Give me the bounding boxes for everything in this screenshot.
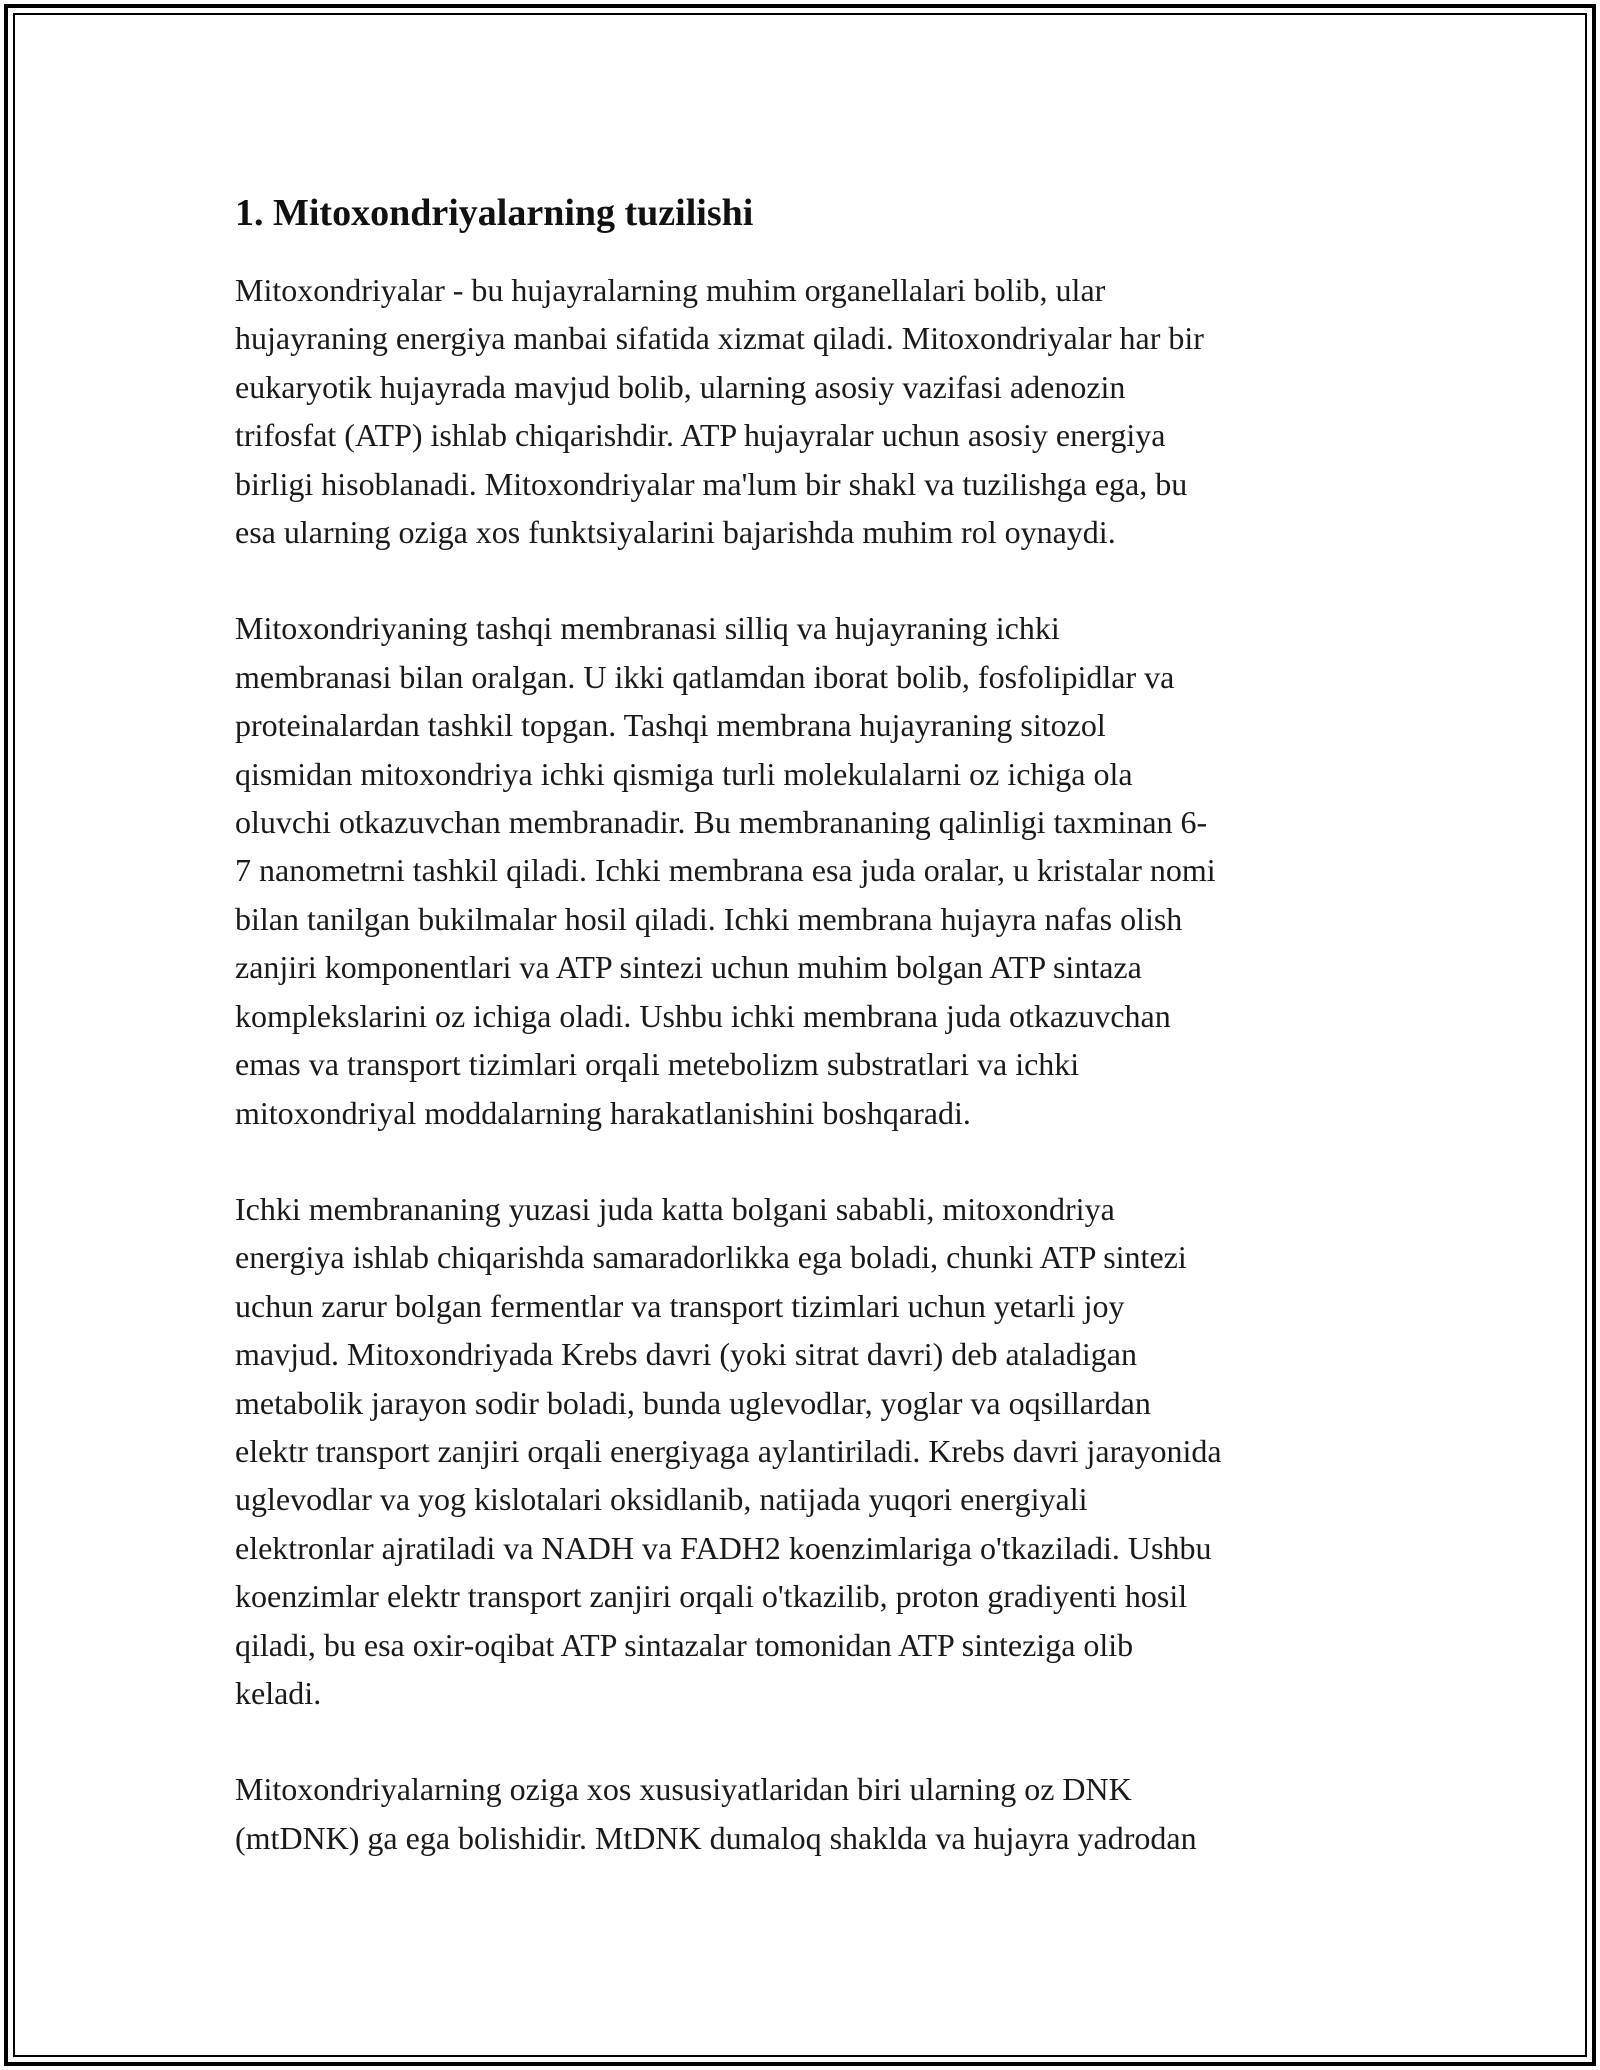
text-line: qiladi, bu esa oxir-oqibat ATP sintazalar tomonidan ATP sinteziga olib [235, 1626, 1134, 1663]
text-line: esa ularning oziga xos funktsiyalarini bajarishda muhim rol oynaydi. [235, 514, 1116, 551]
text-line: metabolik jarayon sodir boladi, bunda uglevodlar, yoglar va oqsillardan [235, 1384, 1151, 1421]
paragraph-1 [235, 266, 1375, 556]
text-line: uglevodlar va yog kislotalari oksidlanib, natijada yuqori energiyali [235, 1481, 1088, 1518]
text-line: uchun zarur bolgan fermentlar va transport tizimlari uchun yetarli joy [235, 1287, 1125, 1324]
text-line: elektronlar ajratiladi va NADH va FADH2 koenzimlariga o'tkaziladi. Ushbu [235, 1529, 1212, 1566]
text-line: koenzimlar elektr transport zanjiri orqali o'tkazilib, proton gradiyenti hosil [235, 1578, 1188, 1615]
text-line: 7 nanometrni tashkil qiladi. Ichki membrana esa juda oralar, u kristalar nomi [235, 852, 1216, 889]
text-line: eukaryotik hujayrada mavjud bolib, ularning asosiy vazifasi adenozin [235, 368, 1126, 405]
text-line: mavjud. Mitoxondriyada Krebs davri (yoki sitrat davri) deb ataladigan [235, 1336, 1137, 1373]
text-line: birligi hisoblanadi. Mitoxondriyalar ma'lum bir shakl va tuzilishga ega, bu [235, 465, 1188, 502]
text-line: Mitoxondriyalarning oziga xos xususiyatlaridan biri ularning oz DNK [235, 1771, 1132, 1808]
text-line: Mitoxondriyalar - bu hujayralarning muhim organellalari bolib, ular [235, 272, 1106, 308]
text-line: trifosfat (ATP) ishlab chiqarishdir. ATP hujayralar uchun asosiy energiya [235, 417, 1166, 454]
document-body [235, 185, 1375, 1910]
text-line: hujayraning energiya manbai sifatida xizmat qiladi. Mitoxondriyalar har bir [235, 320, 1204, 357]
text-line: oluvchi otkazuvchan membranadir. Bu membrananing qalinligi taxminan 6- [235, 804, 1208, 841]
text-line: bilan tanilgan bukilmalar hosil qiladi. Ichki membrana hujayra nafas olish [235, 900, 1183, 937]
text-line: komplekslarini oz ichiga oladi. Ushbu ichki membrana juda otkazuvchan [235, 997, 1171, 1034]
text-line: elektr transport zanjiri orqali energiyaga aylantiriladi. Krebs davri jarayonida [235, 1432, 1222, 1469]
text-line: (mtDNK) ga ega bolishidir. MtDNK dumaloq shaklda va hujayra yadrodan [235, 1819, 1197, 1856]
text-line: Mitoxondriyaning tashqi membranasi silliq va hujayraning ichki [235, 610, 1060, 647]
paragraph-4 [235, 1765, 1375, 1862]
paragraph-2 [235, 604, 1375, 1136]
text-line: zanjiri komponentlari va ATP sintezi uchun muhim bolgan ATP sintaza [235, 949, 1142, 986]
paragraph-3 [235, 1185, 1375, 1717]
text-line: qismidan mitoxondriya ichki qismiga turli molekulalarni oz ichiga ola [235, 755, 1133, 792]
text-line: proteinalardan tashkil topgan. Tashqi membrana hujayraning sitozol [235, 707, 1106, 744]
text-line: energiya ishlab chiqarishda samaradorlikka ega boladi, chunki ATP sintezi [235, 1239, 1187, 1276]
text-line: keladi. [235, 1674, 322, 1711]
text-line: mitoxondriyal moddalarning harakatlanishini boshqaradi. [235, 1094, 971, 1131]
text-line: emas va transport tizimlari orqali metebolizm substratlari va ichki [235, 1046, 1080, 1083]
section-heading: 1. Mitoxondriyalarning tuzilishi [235, 192, 754, 234]
text-line: Ichki membrananing yuzasi juda katta bolgani sababli, mitoxondriya [235, 1190, 1115, 1227]
text-line: membranasi bilan oralgan. U ikki qatlamdan iborat bolib, fosfolipidlar va [235, 658, 1175, 695]
